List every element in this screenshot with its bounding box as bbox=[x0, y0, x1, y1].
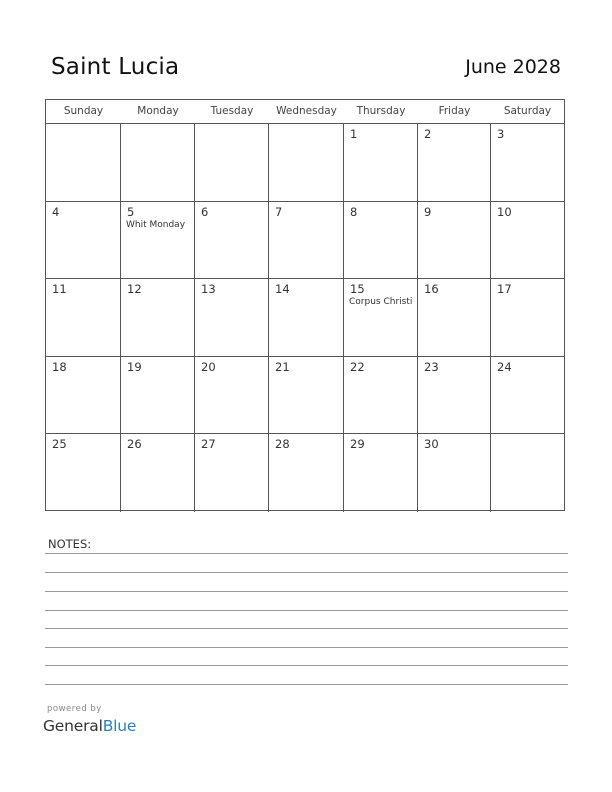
note-line bbox=[45, 647, 568, 648]
day-cell bbox=[418, 357, 491, 435]
day-cell bbox=[121, 124, 195, 202]
generalblue-logo bbox=[43, 717, 136, 735]
day-number: 15 bbox=[350, 282, 365, 297]
note-line bbox=[45, 665, 568, 666]
day-cell bbox=[121, 357, 195, 435]
day-number: 17 bbox=[497, 282, 512, 297]
day-cell bbox=[418, 279, 491, 357]
holiday-label: Corpus Christi bbox=[349, 297, 413, 308]
day-number: 20 bbox=[201, 359, 216, 374]
day-number: 28 bbox=[275, 437, 290, 452]
weekday-sunday: Sunday bbox=[63, 105, 104, 117]
day-number: 19 bbox=[127, 359, 142, 374]
day-cell bbox=[269, 279, 344, 357]
brand-blue: Blue bbox=[102, 717, 137, 735]
weekday-wednesday: Wednesday bbox=[276, 105, 337, 117]
day-cell bbox=[195, 124, 269, 202]
day-cell bbox=[491, 124, 564, 202]
day-number: 29 bbox=[350, 437, 365, 452]
day-cell bbox=[491, 357, 564, 435]
weekday-monday: Monday bbox=[137, 105, 179, 117]
day-number: 12 bbox=[127, 282, 142, 297]
day-cell bbox=[46, 279, 121, 357]
day-number: 26 bbox=[127, 437, 142, 452]
day-number: 23 bbox=[424, 359, 439, 374]
weekday-thursday: Thursday bbox=[356, 105, 406, 117]
holiday-label: Whit Monday bbox=[126, 219, 186, 230]
day-number: 8 bbox=[350, 204, 358, 219]
day-cell bbox=[344, 202, 418, 280]
day-cell bbox=[121, 434, 195, 512]
day-number: 3 bbox=[497, 127, 505, 141]
day-number: 10 bbox=[497, 204, 512, 219]
calendar-grid bbox=[45, 99, 565, 511]
day-cell bbox=[491, 202, 564, 280]
day-number: 18 bbox=[52, 359, 67, 374]
day-cell bbox=[418, 434, 491, 512]
day-cell bbox=[269, 434, 344, 512]
day-number: 22 bbox=[350, 359, 365, 374]
powered-by-text: powered by bbox=[47, 704, 102, 714]
day-cell bbox=[344, 279, 418, 357]
day-number: 7 bbox=[275, 204, 283, 219]
day-cell bbox=[418, 202, 491, 280]
note-line bbox=[45, 610, 568, 611]
day-number: 5 bbox=[127, 204, 135, 219]
day-number: 4 bbox=[52, 204, 60, 219]
weekday-header-row bbox=[46, 100, 564, 124]
day-cell bbox=[46, 124, 121, 202]
day-cell bbox=[491, 434, 564, 512]
day-number: 13 bbox=[201, 282, 216, 297]
weekday-friday: Friday bbox=[438, 105, 471, 117]
day-cell bbox=[121, 279, 195, 357]
day-number: 14 bbox=[275, 282, 290, 297]
note-line bbox=[45, 628, 568, 629]
note-line bbox=[45, 572, 568, 573]
calendar-month-year: June 2028 bbox=[465, 56, 561, 78]
day-cell bbox=[269, 357, 344, 435]
day-number: 2 bbox=[424, 127, 432, 141]
day-cell bbox=[46, 202, 121, 280]
day-number: 9 bbox=[424, 204, 432, 219]
day-cell bbox=[491, 279, 564, 357]
weekday-tuesday: Tuesday bbox=[210, 105, 254, 117]
day-number: 30 bbox=[424, 437, 439, 452]
day-cell bbox=[46, 357, 121, 435]
day-cell bbox=[418, 124, 491, 202]
day-number: 16 bbox=[424, 282, 439, 297]
day-cell bbox=[46, 434, 121, 512]
day-number: 6 bbox=[201, 204, 209, 219]
note-line bbox=[45, 684, 568, 685]
day-cell bbox=[195, 279, 269, 357]
day-number: 24 bbox=[497, 359, 512, 374]
day-number: 11 bbox=[52, 282, 67, 297]
day-cell bbox=[344, 124, 418, 202]
day-number: 21 bbox=[275, 359, 290, 374]
day-number: 27 bbox=[201, 437, 216, 452]
day-cell bbox=[195, 202, 269, 280]
day-cell bbox=[344, 357, 418, 435]
calendar-country-title: Saint Lucia bbox=[51, 54, 180, 80]
day-cell bbox=[269, 124, 344, 202]
brand-general: General bbox=[43, 717, 103, 735]
day-cell bbox=[344, 434, 418, 512]
note-line bbox=[45, 553, 568, 554]
note-line bbox=[45, 591, 568, 592]
day-number: 1 bbox=[350, 127, 358, 141]
notes-label: NOTES: bbox=[48, 537, 92, 551]
weekday-saturday: Saturday bbox=[503, 105, 552, 117]
day-number: 25 bbox=[52, 437, 67, 452]
day-cell bbox=[195, 434, 269, 512]
day-cell bbox=[269, 202, 344, 280]
day-cell bbox=[195, 357, 269, 435]
day-cell bbox=[121, 202, 195, 280]
